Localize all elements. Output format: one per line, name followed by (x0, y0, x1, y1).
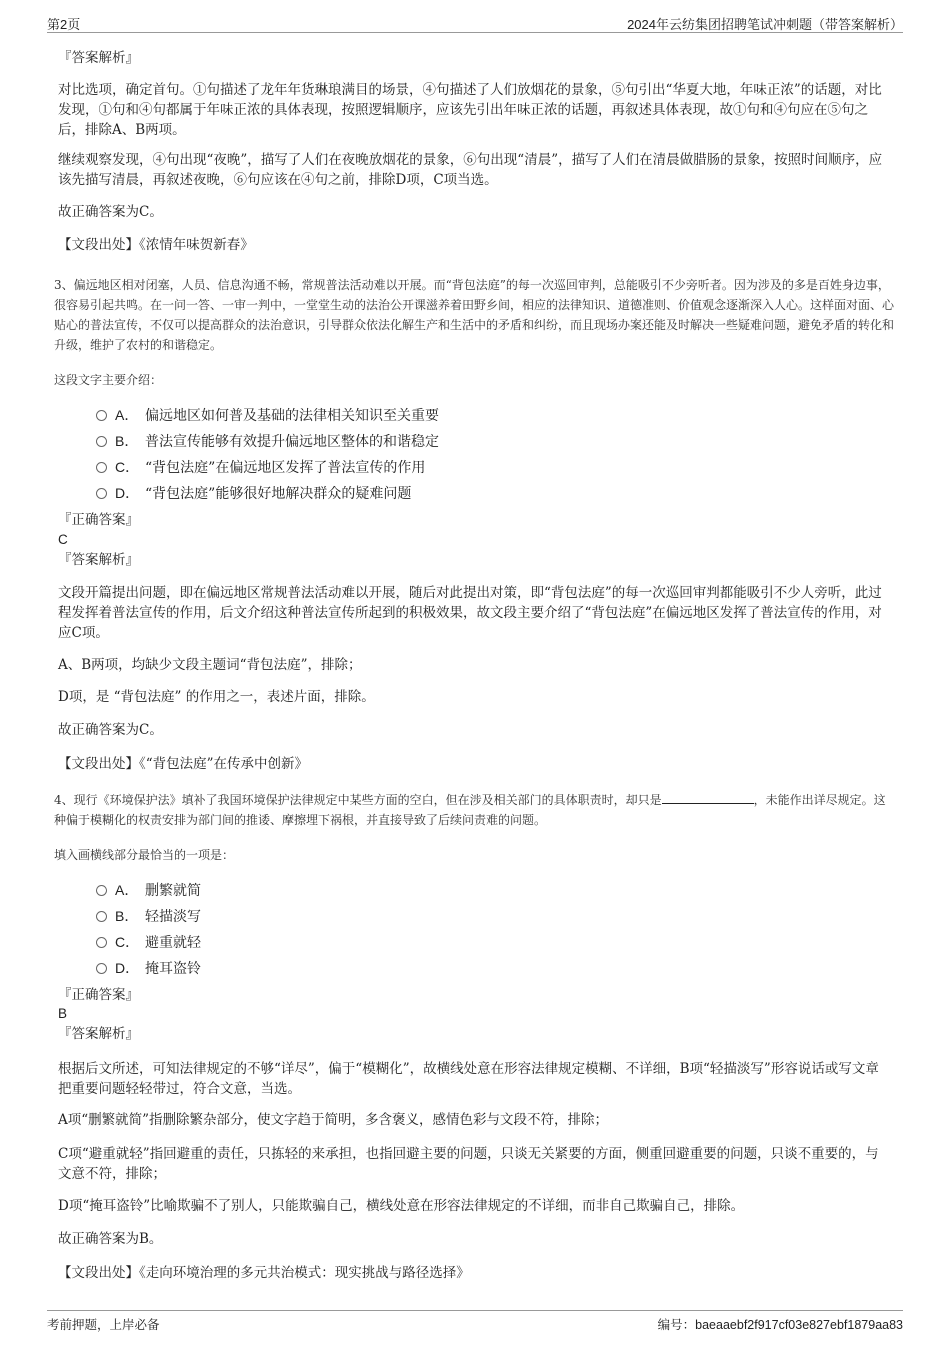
radio-icon[interactable] (96, 911, 107, 922)
analysis-paragraph: A项“删繁就简”指删除繁杂部分，使文字趋于简明，多含褒义，感情色彩与文段不符，排除； (58, 1112, 609, 1128)
footer-slogan: 考前押题，上岸必备 (47, 1317, 160, 1332)
radio-icon[interactable] (96, 937, 107, 948)
option-text: “背包法庭”在偏远地区发挥了普法宣传的作用 (145, 460, 426, 476)
correct-answer-label: 『正确答案』 (58, 987, 139, 1003)
radio-icon[interactable] (96, 488, 107, 499)
question-3-option-a[interactable]: A． 偏远地区如何普及基础的法律相关知识至关重要 (96, 405, 439, 427)
option-text: 避重就轻 (145, 935, 201, 951)
page-number: 第2页 (47, 17, 81, 32)
source: 【文段出处】《走向环境治理的多元共治模式：现实挑战与路径选择》 (58, 1265, 470, 1281)
analysis-paragraph: 继续观察发现，④句出现“夜晚”，描写了人们在夜晚放烟花的景象，⑥句出现“清晨”，描写了人们在清晨做腊肠的景象，按照时间顺序，应该先描写清晨，再叙述夜晚，⑥句应该在④句之前，排除D项，C项当选。 (58, 152, 883, 188)
option-text: 偏远地区如何普及基础的法律相关知识至关重要 (145, 408, 439, 424)
question-4-option-a[interactable]: A． 删繁就简 (96, 880, 201, 902)
question-4-option-b[interactable]: B． 轻描淡写 (96, 906, 201, 928)
option-text: “背包法庭”能够很好地解决群众的疑难问题 (145, 486, 412, 502)
option-text: 轻描淡写 (145, 909, 201, 925)
analysis-label: 『答案解析』 (58, 552, 139, 568)
correct-answer: C (58, 532, 68, 547)
correct-answer: B (58, 1006, 68, 1021)
page-header (47, 8, 903, 33)
document-code: 编号：baeaaebf2f917cf03e827ebf1879aa83 (657, 1318, 903, 1332)
analysis-paragraph: 根据后文所述，可知法律规定的不够“详尽”，偏于“模糊化”，故横线处意在形容法律规定模糊、不详细，B项“轻描淡写”形容说话或写文章把重要问题轻轻带过，符合文意，当选。 (58, 1061, 879, 1097)
question-3-option-d[interactable]: D． “背包法庭”能够很好地解决群众的疑难问题 (96, 483, 411, 505)
radio-icon[interactable] (96, 410, 107, 421)
analysis-label: 『答案解析』 (58, 50, 139, 66)
option-text: 普法宣传能够有效提升偏远地区整体的和谐稳定 (145, 434, 439, 450)
radio-icon[interactable] (96, 963, 107, 974)
source: 【文段出处】《浓情年味贺新春》 (58, 237, 254, 253)
analysis-paragraph: D项“掩耳盗铃”比喻欺骗不了别人，只能欺骗自己，横线处意在形容法律规定的不详细，而非自己欺骗自己，排除。 (58, 1198, 745, 1214)
conclusion: 故正确答案为C。 (58, 204, 163, 220)
question-3-prompt: 这段文字主要介绍： (54, 373, 163, 387)
fill-blank (662, 791, 754, 804)
question-4-prompt: 填入画横线部分最恰当的一项是： (54, 848, 235, 862)
correct-answer-label: 『正确答案』 (58, 512, 139, 528)
conclusion: 故正确答案为C。 (58, 722, 163, 738)
question-4-text: 4、现行《环境保护法》填补了我国环境保护法律规定中某些方面的空白，但在涉及相关部门的具体职责时，却只是 ，未能作出详尽规定。这种偏于模糊化的权责安排为部门间的推诿、摩擦埋下祸根，并直接导致了后续问责难的问题。 (54, 793, 886, 827)
radio-icon[interactable] (96, 462, 107, 473)
radio-icon[interactable] (96, 436, 107, 447)
option-text: 掩耳盗铃 (145, 961, 201, 977)
source: 【文段出处】《“背包法庭”在传承中创新》 (58, 756, 309, 772)
analysis-paragraph: 对比选项，确定首句。①句描述了龙年年货琳琅满目的场景，④句描述了人们放烟花的景象，⑤句引出“华夏大地，年味正浓”的话题，对比发现，①句和④句都属于年味正浓的具体表现，按照逻辑顺序，应该先引出年味正浓的话题，再叙述具体表现，故①句和④句应在⑤句之后，排除A、B两项。 (58, 82, 882, 138)
document-title: 2024年云纺集团招聘笔试冲刺题（带答案解析） (627, 17, 903, 32)
question-3-option-b[interactable]: B． 普法宣传能够有效提升偏远地区整体的和谐稳定 (96, 431, 439, 453)
analysis-label: 『答案解析』 (58, 1026, 139, 1042)
radio-icon[interactable] (96, 885, 107, 896)
question-3-option-c[interactable]: C． “背包法庭”在偏远地区发挥了普法宣传的作用 (96, 457, 425, 479)
analysis-paragraph: 文段开篇提出问题，即在偏远地区常规普法活动难以开展，随后对此提出对策，即“背包法庭”的每一次巡回审判都能吸引不少人旁听，此过程发挥着普法宣传的作用，后文介绍这种普法宣传所起到的积极效果，故文段主要介绍了“背包法庭”在偏远地区发挥了普法宣传的作用，对应C项。 (58, 585, 882, 641)
page-footer (47, 1310, 903, 1332)
analysis-paragraph: D项，是 “背包法庭” 的作用之一，表述片面，排除。 (58, 689, 375, 705)
question-4-option-c[interactable]: C． 避重就轻 (96, 932, 201, 954)
question-3-text: 3、偏远地区相对闭塞，人员、信息沟通不畅，常规普法活动难以开展。而“背包法庭”的每一次巡回审判，总能吸引不少旁听者。因为涉及的多是百姓身边事，很容易引起共鸣。在一问一答、一审一判中，一堂堂生动的法治公开课滋养着田野乡间，相应的法律知识、道德准则、价值观念逐渐深入人心。这样面对面、心贴心的普法宣传，不仅可以提高群众的法治意识，引导群众依法化解生产和生活中的矛盾和纠纷，而且现场办案还能及时解决一些疑难问题，避免矛盾的转化和升级，维护了农村的和谐稳定。 (54, 278, 895, 352)
conclusion: 故正确答案为B。 (58, 1231, 163, 1247)
question-4-option-d[interactable]: D． 掩耳盗铃 (96, 958, 201, 980)
analysis-paragraph: A、B两项，均缺少文段主题词“背包法庭”，排除； (58, 657, 362, 673)
option-text: 删繁就简 (145, 883, 201, 899)
analysis-paragraph: C项“避重就轻”指回避重的责任，只拣轻的来承担，也指回避主要的问题，只谈无关紧要的方面，侧重回避重要的问题，只谈不重要的，与文意不符，排除； (58, 1146, 879, 1182)
